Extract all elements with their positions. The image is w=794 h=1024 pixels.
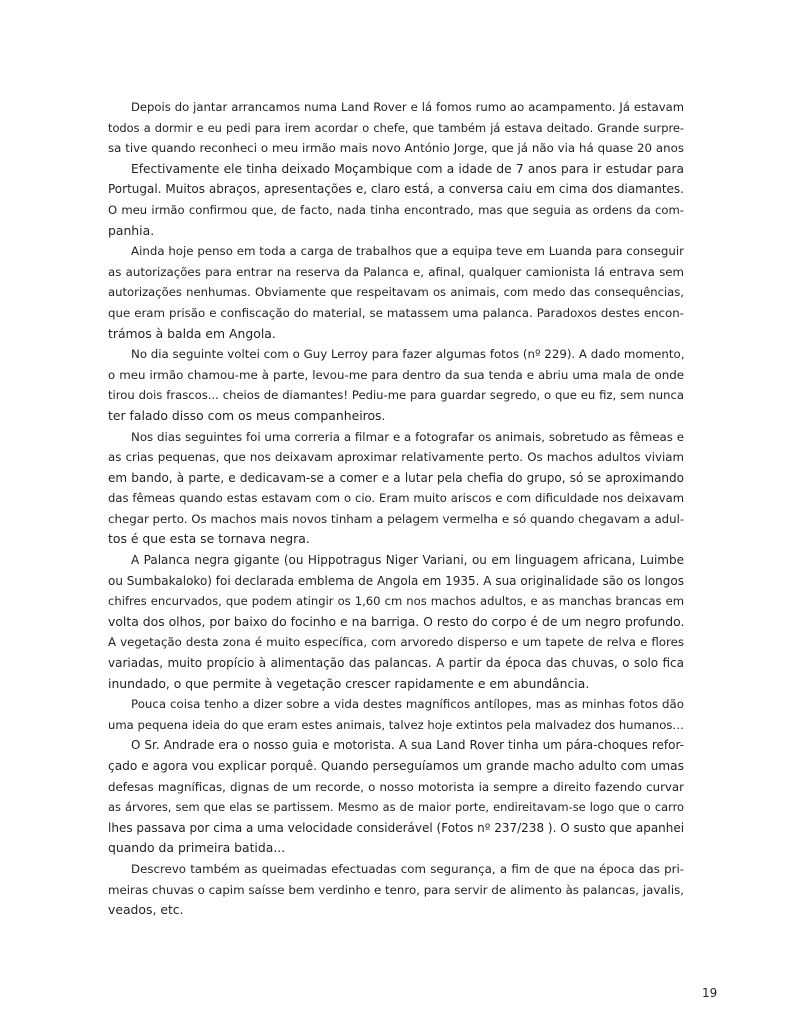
page-number: 19 xyxy=(702,986,718,1000)
text-line: o meu irmão chamou-me à parte, levou-me para dentro da sua tenda e abriu uma mala de onde xyxy=(108,367,684,382)
text-line: uma pequena ideia do que eram estes animais, talvez hoje extintos pela malvadez dos humanos… xyxy=(108,717,684,732)
text-line: Depois do jantar arrancamos numa Land Rover e lá fomos rumo ao acampamento. Já estavam xyxy=(131,100,684,114)
paragraph xyxy=(108,859,684,921)
paragraph xyxy=(108,735,684,859)
text-line: tirou dois frascos... cheios de diamantes! Pediu-me para guardar segredo, o que eu fiz, sem nunca xyxy=(108,388,684,403)
text-line: as árvores, sem que elas se partissem. Mesmo as de maior porte, endireitavam-se logo que o carro xyxy=(108,800,684,815)
text-line: as autorizações para entrar na reserva da Palanca e, afinal, qualquer camionista lá entrava sem xyxy=(108,264,684,279)
text-line: Ainda hoje penso em toda a carga de trabalhos que a equipa teve em Luanda para conseguir xyxy=(131,244,684,259)
text-line: Efectivamente ele tinha deixado Moçambique com a idade de 7 anos para ir estudar para xyxy=(131,161,684,176)
text-line: Descrevo também as queimadas efectuadas com segurança, a fim de que na época das pri- xyxy=(131,861,684,876)
text-line: todos a dormir e eu pedi para irem acordar o chefe, que também já estava deitado. Grande surpre- xyxy=(108,120,684,135)
paragraph xyxy=(108,694,684,735)
text-line: inundado, o que permite à vegetação crescer rapidamente e em abundância. xyxy=(108,675,590,691)
paragraph xyxy=(108,344,684,426)
text-line: quando da primeira batida... xyxy=(108,840,286,856)
text-line: sa tive quando reconheci o meu irmão mais novo António Jorge, que já não via há quase 20 anos xyxy=(108,141,684,156)
text-line: panhia. xyxy=(108,222,155,238)
text-line: ter falado disso com os meus companheiros. xyxy=(108,407,386,423)
paragraph xyxy=(108,159,684,241)
text-line: lhes passava por cima a uma velocidade considerável (Fotos nº 237/238 ). O susto que apanhei xyxy=(108,820,685,835)
text-line: Pouca coisa tenho a dizer sobre a vida destes magníficos antílopes, mas as minhas fotos dão xyxy=(131,697,684,712)
text-line: em bando, à parte, e dedicavam-se a comer e a lutar pela chefia do grupo, só se aproximando xyxy=(108,470,684,485)
text-line: A vegetação desta zona é muito específica, com arvoredo disperso e um tapete de relva e flores xyxy=(108,635,684,650)
text-line: çado e agora vou explicar porquê. Quando perseguíamos um grande macho adulto com umas xyxy=(108,759,684,773)
paragraph xyxy=(108,550,684,694)
paragraph xyxy=(108,427,684,551)
text-line: trámos à balda em Angola. xyxy=(108,325,276,341)
text-line: No dia seguinte voltei com o Guy Lerroy para fazer algumas fotos (nº 229). A dado momento, xyxy=(131,347,685,362)
text-line: defesas magníficas, dignas de um recorde, o nosso motorista ia sempre a direito fazendo curvar xyxy=(108,779,684,794)
text-line: volta dos olhos, por baixo do focinho e na barriga. O resto do corpo é de um negro profundo. xyxy=(108,613,685,629)
text-line: chegar perto. Os machos mais novos tinham a pelagem vermelha e só quando chegavam a adul- xyxy=(108,511,685,526)
text-line: meiras chuvas o capim saísse bem verdinho e tenro, para servir de alimento às palancas, javalis, xyxy=(108,882,684,897)
text-line: Portugal. Muitos abraços, apresentações e, claro está, a conversa caiu em cima dos diamantes. xyxy=(108,182,684,197)
paragraph xyxy=(108,241,684,344)
text-line: das fêmeas quando estas estavam com o cio. Eram muito ariscos e com dificuldade nos deixavam xyxy=(108,491,684,506)
text-line: variadas, muito propício à alimentação das palancas. A partir da época das chuvas, o solo fica xyxy=(108,656,684,671)
text-line: Nos dias seguintes foi uma correria a filmar e a fotografar os animais, sobretudo as fêmeas e xyxy=(131,429,684,444)
text-line: ou Sumbakaloko) foi declarada emblema de Angola em 1935. A sua originalidade são os longos xyxy=(108,573,684,588)
text-line: A Palanca negra gigante (ou Hippotragus Niger Variani, ou em linguagem africana, Luimbe xyxy=(131,553,684,568)
text-line: as crias pequenas, que nos deixavam aproximar relativamente perto. Os machos adultos viviam xyxy=(108,450,684,465)
text-line: autorizações nenhumas. Obviamente que respeitavam os animais, com medo das consequências, xyxy=(108,285,684,300)
text-line: chifres encurvados, que podem atingir os 1,60 cm nos machos adultos, e as manchas brancas em xyxy=(108,594,684,609)
text-line: que eram prisão e confiscação do material, se matassem uma palanca. Paradoxos destes encon- xyxy=(108,305,684,320)
paragraph xyxy=(108,97,684,159)
text-line: veados, etc. xyxy=(108,902,184,918)
page-body xyxy=(108,97,684,921)
text-line: O meu irmão confirmou que, de facto, nada tinha encontrado, mas que seguia as ordens da com- xyxy=(108,202,684,217)
text-line: O Sr. Andrade era o nosso guia e motorista. A sua Land Rover tinha um pára-choques refor- xyxy=(131,738,684,753)
text-line: tos é que esta se tornava negra. xyxy=(108,531,310,547)
